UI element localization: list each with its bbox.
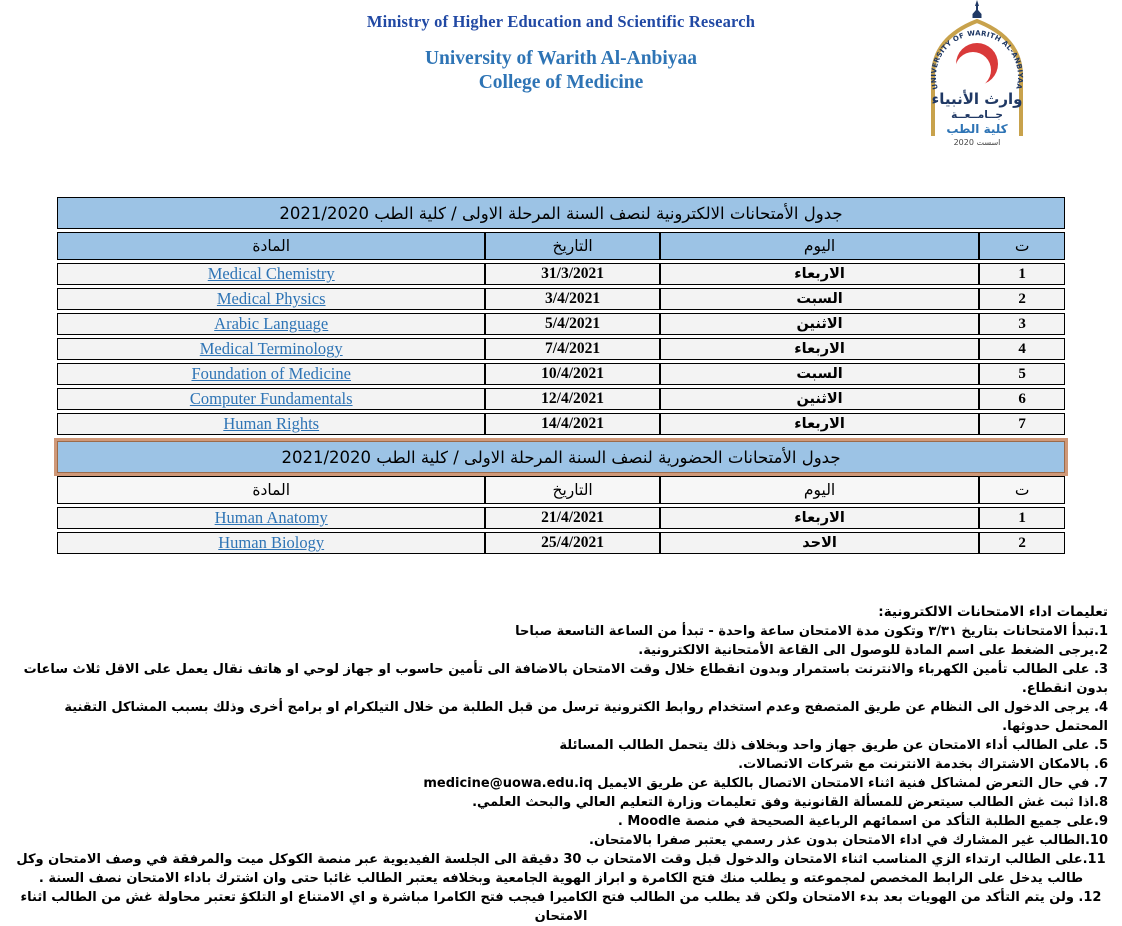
university-title: University of Warith Al-Anbiyaa <box>424 48 698 69</box>
subject-link[interactable]: Human Anatomy <box>214 508 328 527</box>
date-cell: 3/4/2021 <box>485 288 659 310</box>
instruction-item: 6. بالامكان الاشتراك بخدمة الانترنت مع شركات الاتصالات. <box>738 757 1108 772</box>
instruction-item: 5. على الطالب أداء الامتحان عن طريق جهاز واحد وبخلاف ذلك يتحمل الطالب المسائلة <box>559 738 1108 753</box>
subject-cell <box>57 532 485 554</box>
subject-cell <box>57 413 485 435</box>
date-cell: 14/4/2021 <box>485 413 659 435</box>
in-person-exams-title: جدول الأمتحانات الحضورية لنصف السنة المرحلة الاولى / كلية الطب 2021/2020 <box>57 441 1065 473</box>
day-cell: السبت <box>660 363 980 385</box>
logo-established-year: اسست 2020 <box>953 138 1001 147</box>
college-title: College of Medicine <box>478 72 644 93</box>
num-cell: 6 <box>979 388 1065 410</box>
table-header-row <box>57 232 1065 260</box>
subject-cell <box>57 313 485 335</box>
column-header-day: اليوم <box>660 232 980 260</box>
day-cell: الاثنين <box>660 388 980 410</box>
subject-link[interactable]: Medical Physics <box>216 289 326 308</box>
electronic-exams-table <box>57 194 1065 438</box>
instructions-list <box>14 622 1108 926</box>
column-header-date: التاريخ <box>485 476 659 504</box>
column-header-subject: المادة <box>57 476 485 504</box>
num-cell: 2 <box>979 532 1065 554</box>
instruction-item: 12. ولن يتم التأكد من الهويات بعد بدء الامتحان ولكن قد يطلب من الطالب فتح الكاميرا فيجب فتح الكامرا مباشرة و اي الامتناع او التلكؤ تعتبر محاولة غش من الطالب اثناء الامتحان <box>20 890 1102 924</box>
num-cell: 3 <box>979 313 1065 335</box>
electronic-exams-title: جدول الأمتحانات الالكترونية لنصف السنة المرحلة الاولى / كلية الطب 2021/2020 <box>57 197 1065 229</box>
logo-arc-text: UNIVERSITY OF WARITH AL-ANBIYAA <box>929 29 1025 91</box>
table-row <box>57 413 1065 435</box>
table-title-row <box>57 197 1065 229</box>
instruction-item: 9.على جميع الطلبة التأكد من اسمائهم الرباعية الصحيحة في منصة Moodle . <box>617 814 1108 829</box>
table-row <box>57 288 1065 310</box>
logo-college-arabic: كلية الطب <box>946 122 1008 136</box>
subject-cell <box>57 507 485 529</box>
logo-university-arabic: جــامــعــة <box>951 109 1003 121</box>
table-row <box>57 532 1065 554</box>
subject-link[interactable]: Arabic Language <box>214 314 329 333</box>
in-person-exams-table <box>57 438 1065 557</box>
day-cell: الاربعاء <box>660 338 980 360</box>
ministry-title: Ministry of Higher Education and Scientific Research <box>366 12 756 31</box>
instruction-item: 4. يرجى الدخول الى النظام عن طريق المتصفح وعدم استخدام روابط الكترونية ترسل من قبل الطلبة من خلال التيلكرام او برامج أخرى وذلك بسبب المشاكل التقنية المحتمل حدوثها. <box>64 700 1108 734</box>
day-cell: الاربعاء <box>660 413 980 435</box>
num-cell: 5 <box>979 363 1065 385</box>
table-title-row <box>57 441 1065 473</box>
table-row <box>57 388 1065 410</box>
date-cell: 21/4/2021 <box>485 507 659 529</box>
university-logo <box>906 0 1048 148</box>
table-row <box>57 263 1065 285</box>
date-cell: 5/4/2021 <box>485 313 659 335</box>
num-cell: 1 <box>979 263 1065 285</box>
subject-cell <box>57 263 485 285</box>
subject-cell <box>57 288 485 310</box>
date-cell: 25/4/2021 <box>485 532 659 554</box>
instruction-item: 3. على الطالب تأمين الكهرباء والانترنت باستمرار وبدون انقطاع خلال وقت الامتحان بالاضافة الى تأمين حاسوب او جهاز لوحي او هاتف نقال يعمل على الاقل ثلاث ساعات بدون انقطاع. <box>23 662 1108 696</box>
num-cell: 4 <box>979 338 1065 360</box>
subject-link[interactable]: Human Rights <box>223 414 320 433</box>
logo-name-arabic: وارث الأنبياء <box>931 90 1023 108</box>
table-row <box>57 363 1065 385</box>
exam-instructions <box>14 603 1108 926</box>
date-cell: 7/4/2021 <box>485 338 659 360</box>
logo-minaret-icon <box>973 0 982 18</box>
day-cell: الاثنين <box>660 313 980 335</box>
day-cell: الاربعاء <box>660 263 980 285</box>
subject-link[interactable]: Medical Terminology <box>199 339 343 358</box>
document-header <box>0 0 1122 148</box>
date-cell: 31/3/2021 <box>485 263 659 285</box>
instruction-item: 11.على الطالب ارتداء الزي المناسب اثناء الامتحان والدخول قبل وقت الامتحان ب 30 دقيقة الى الجلسة الفيديوية عبر منصة الكوكل ميت والمرفقة في وصف الامتحان وكل طالب يدخل على الرابط المخصص لمجموعته و يطلب منك فتح الكامرة و ابراز الهوية الجامعية وبخلافه يعتبر الطالب غائبا حتى وان اشترك باداء الامتحان نصف السنة . <box>16 852 1106 886</box>
table-row <box>57 338 1065 360</box>
instruction-item: 8.اذا ثبت غش الطالب سيتعرض للمسألة القانونية وفق تعليمات وزارة التعليم العالي والبحث العلمي. <box>472 795 1108 810</box>
subject-link[interactable]: Human Biology <box>218 533 325 552</box>
day-cell: الاحد <box>660 532 980 554</box>
column-header-num: ت <box>979 476 1065 504</box>
instruction-item: 7. في حال التعرض لمشاكل فنية اثناء الامتحان الاتصال بالكلية عن طريق الايميل medicine@uowa.edu.iq <box>423 776 1108 791</box>
column-header-subject: المادة <box>57 232 485 260</box>
day-cell: السبت <box>660 288 980 310</box>
subject-link[interactable]: Computer Fundamentals <box>189 389 353 408</box>
instruction-item: 2.يرجى الضغط على اسم المادة للوصول الى القاعة الأمتحانية الالكترونية. <box>638 643 1108 658</box>
table-row <box>57 507 1065 529</box>
column-header-num: ت <box>979 232 1065 260</box>
table-row <box>57 313 1065 335</box>
subject-link[interactable]: Medical Chemistry <box>207 264 335 283</box>
subject-cell <box>57 388 485 410</box>
num-cell: 7 <box>979 413 1065 435</box>
instruction-item: 10.الطالب غير المشارك في اداء الامتحان بدون عذر رسمي يعتبر صفرا بالامتحان. <box>589 833 1108 848</box>
date-cell: 12/4/2021 <box>485 388 659 410</box>
subject-cell <box>57 363 485 385</box>
column-header-day: اليوم <box>660 476 980 504</box>
instruction-item: 1.تبدأ الامتحانات بتاريخ ٣/٣١ وتكون مدة الامتحان ساعة واحدة - تبدأ من الساعة التاسعة صباحا <box>515 624 1108 639</box>
num-cell: 2 <box>979 288 1065 310</box>
num-cell: 1 <box>979 507 1065 529</box>
date-cell: 10/4/2021 <box>485 363 659 385</box>
subject-link[interactable]: Foundation of Medicine <box>191 364 351 383</box>
instructions-heading: تعليمات اداء الامتحانات الالكترونية: <box>878 604 1108 620</box>
logo-graphic <box>906 0 1048 148</box>
subject-cell <box>57 338 485 360</box>
day-cell: الاربعاء <box>660 507 980 529</box>
table-header-row <box>57 476 1065 504</box>
column-header-date: التاريخ <box>485 232 659 260</box>
